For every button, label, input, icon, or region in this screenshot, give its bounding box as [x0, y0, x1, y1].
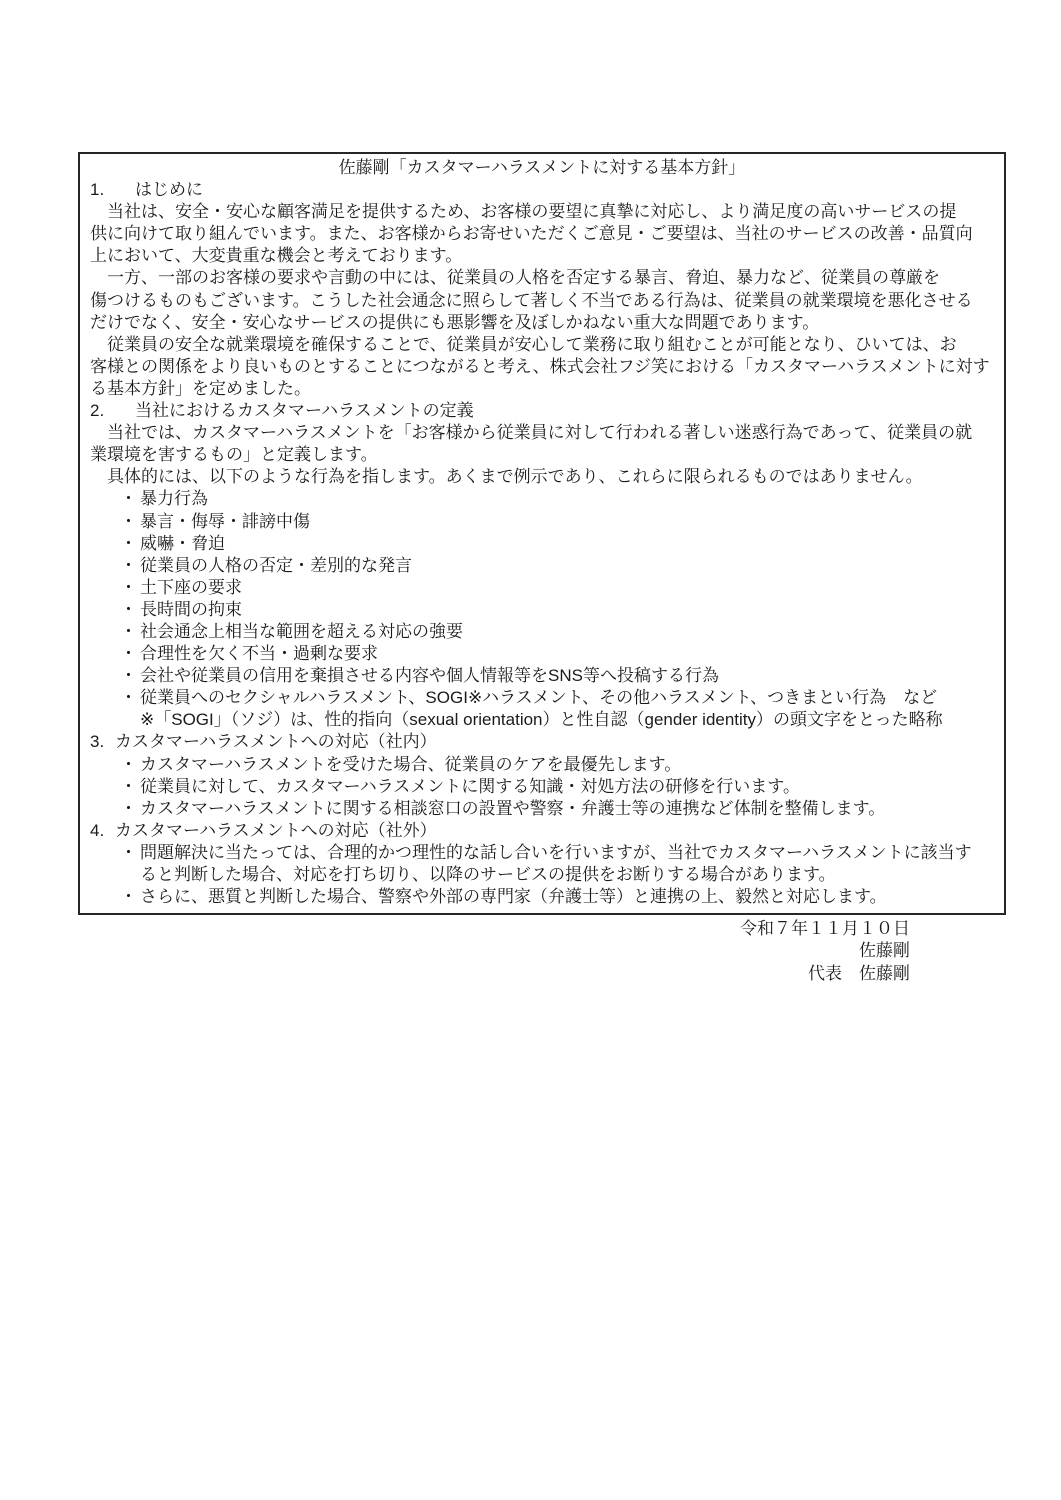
- doc-line: [90, 599, 994, 621]
- bullet-marker: ・: [120, 621, 137, 641]
- bullet-marker: ・: [120, 776, 137, 796]
- doc-line: [90, 400, 994, 422]
- bullet-marker: ・: [120, 577, 137, 597]
- document-title: 佐藤剛「カスタマーハラスメントに対する基本方針」: [338, 158, 746, 177]
- document-footer: [0, 918, 910, 985]
- bullet-marker: ・: [120, 754, 137, 774]
- doc-line: [90, 842, 994, 864]
- bullet-marker: ・: [120, 688, 137, 708]
- date-line: 令和７年１１月１０日: [740, 919, 910, 938]
- bullet-text: 土下座の要求: [140, 577, 242, 597]
- bullet-marker: ・: [120, 887, 137, 907]
- doc-line: [90, 511, 994, 533]
- doc-line: 従業員の安全な就業環境を確保することで、従業員が安心して業務に取り組むことが可能となり、ひいては、お: [90, 334, 957, 354]
- doc-line: 当社では、カスタマーハラスメントを「お客様から従業員に対して行われる著しい迷惑行為であって、従業員の就: [90, 423, 973, 443]
- doc-line: 上において、大変貴重な機会と考えております。: [90, 246, 463, 266]
- doc-line: ※「SOGI」（ソジ）は、性的指向（sexual orientation）と性自認（gender identity）の頭文字をとった略称: [140, 710, 943, 730]
- doc-line: だけでなく、安全・安心なサービスの提供にも悪影響を及ぼしかねない重大な問題であります。: [90, 312, 820, 332]
- bullet-marker: ・: [120, 644, 137, 664]
- bullet-marker: ・: [120, 666, 137, 686]
- representative-line: 代表 佐藤剛: [808, 963, 910, 983]
- doc-line: [90, 179, 994, 201]
- doc-line: [90, 643, 994, 665]
- doc-line: 業環境を害するもの」と定義します。: [90, 445, 378, 465]
- bullet-marker: ・: [120, 798, 137, 818]
- doc-line: 供に向けて取り組んでいます。また、お客様からお寄せいただくご意見・ご要望は、当社のサービスの改善・品質向: [90, 224, 973, 244]
- section-heading: カスタマーハラスメントへの対応（社外）: [115, 820, 437, 840]
- doc-line: [90, 820, 994, 842]
- bullet-marker: ・: [120, 489, 137, 509]
- bullet-marker: ・: [120, 555, 137, 575]
- doc-line: [90, 533, 994, 555]
- bullet-text: 従業員に対して、カスタマーハラスメントに関する知識・対処方法の研修を行います。: [140, 776, 800, 796]
- bullet-text: 会社や従業員の信用を棄損させる内容や個人情報等をSNS等へ投稿する行為: [140, 666, 719, 686]
- bullet-text: カスタマーハラスメントを受けた場合、従業員のケアを最優先します。: [140, 754, 682, 774]
- section-number: 2.: [90, 401, 105, 421]
- bullet-text: 暴力行為: [140, 489, 208, 509]
- doc-line: [90, 754, 994, 776]
- section-heading: カスタマーハラスメントへの対応（社内）: [115, 732, 437, 752]
- bullet-text: 従業員の人格の否定・差別的な発言: [140, 555, 412, 575]
- doc-line: る基本方針」を定めました。: [90, 378, 311, 398]
- bullet-text: 社会通念上相当な範囲を超える対応の強要: [140, 621, 463, 641]
- doc-line: 具体的には、以下のような行為を指します。あくまで例示であり、これらに限られるものではありません。: [90, 467, 923, 487]
- bullet-marker: ・: [120, 533, 137, 553]
- doc-line: 客様との関係をより良いものとすることにつながると考え、株式会社フジ笑における「カスタマーハラスメントに対す: [90, 356, 990, 376]
- doc-line: [90, 621, 994, 643]
- doc-line: 一方、一部のお客様の要求や言動の中には、従業員の人格を否定する暴言、脅迫、暴力など、従業員の尊厳を: [90, 268, 940, 288]
- bullet-text: 暴言・侮辱・誹謗中傷: [140, 511, 310, 531]
- doc-line: [90, 488, 994, 510]
- bullet-text: 合理性を欠く不当・過剰な要求: [140, 644, 378, 664]
- signer-name: 佐藤剛: [859, 941, 910, 961]
- doc-line: [90, 798, 994, 820]
- section-heading: はじめに: [135, 180, 203, 200]
- doc-line: [90, 776, 994, 798]
- doc-line: ると判断した場合、対応を打ち切り、以降のサービスの提供をお断りする場合があります。: [140, 865, 836, 884]
- bullet-marker: ・: [120, 842, 137, 862]
- section-number: 1.: [90, 180, 105, 200]
- document-body: [90, 179, 994, 908]
- doc-line: 傷つけるものもございます。こうした社会通念に照らして著しく不当である行為は、従業員の就業環境を悪化させる: [90, 290, 973, 310]
- bullet-text: カスタマーハラスメントに関する相談窓口の設置や警察・弁護士等の連携など体制を整備します。: [140, 798, 886, 818]
- bullet-text: 威嚇・脅迫: [140, 533, 225, 553]
- bullet-text: 長時間の拘束: [140, 599, 242, 619]
- bullet-marker: ・: [120, 511, 137, 531]
- bullet-text: さらに、悪質と判断した場合、警察や外部の専門家（弁護士等）と連携の上、毅然と対応します。: [140, 887, 887, 907]
- section-number: 3.: [90, 732, 105, 752]
- doc-line: [90, 687, 994, 709]
- section-number: 4.: [90, 820, 105, 840]
- doc-line: [90, 731, 994, 753]
- doc-line: [90, 555, 994, 577]
- doc-line: [90, 577, 994, 599]
- bullet-text: 問題解決に当たっては、合理的かつ理性的な話し合いを行いますが、当社でカスタマーハラスメントに該当す: [140, 842, 972, 862]
- section-heading: 当社におけるカスタマーハラスメントの定義: [135, 401, 474, 421]
- doc-line: [90, 665, 994, 687]
- bullet-text: 従業員へのセクシャルハラスメント、SOGI※ハラスメント、その他ハラスメント、つきまとい行為 など: [140, 688, 938, 708]
- doc-line: [90, 886, 994, 908]
- policy-document: [78, 152, 1006, 915]
- bullet-marker: ・: [120, 599, 137, 619]
- doc-line: 当社は、安全・安心な顧客満足を提供するため、お客様の要望に真摯に対応し、より満足度の高いサービスの提: [90, 202, 957, 222]
